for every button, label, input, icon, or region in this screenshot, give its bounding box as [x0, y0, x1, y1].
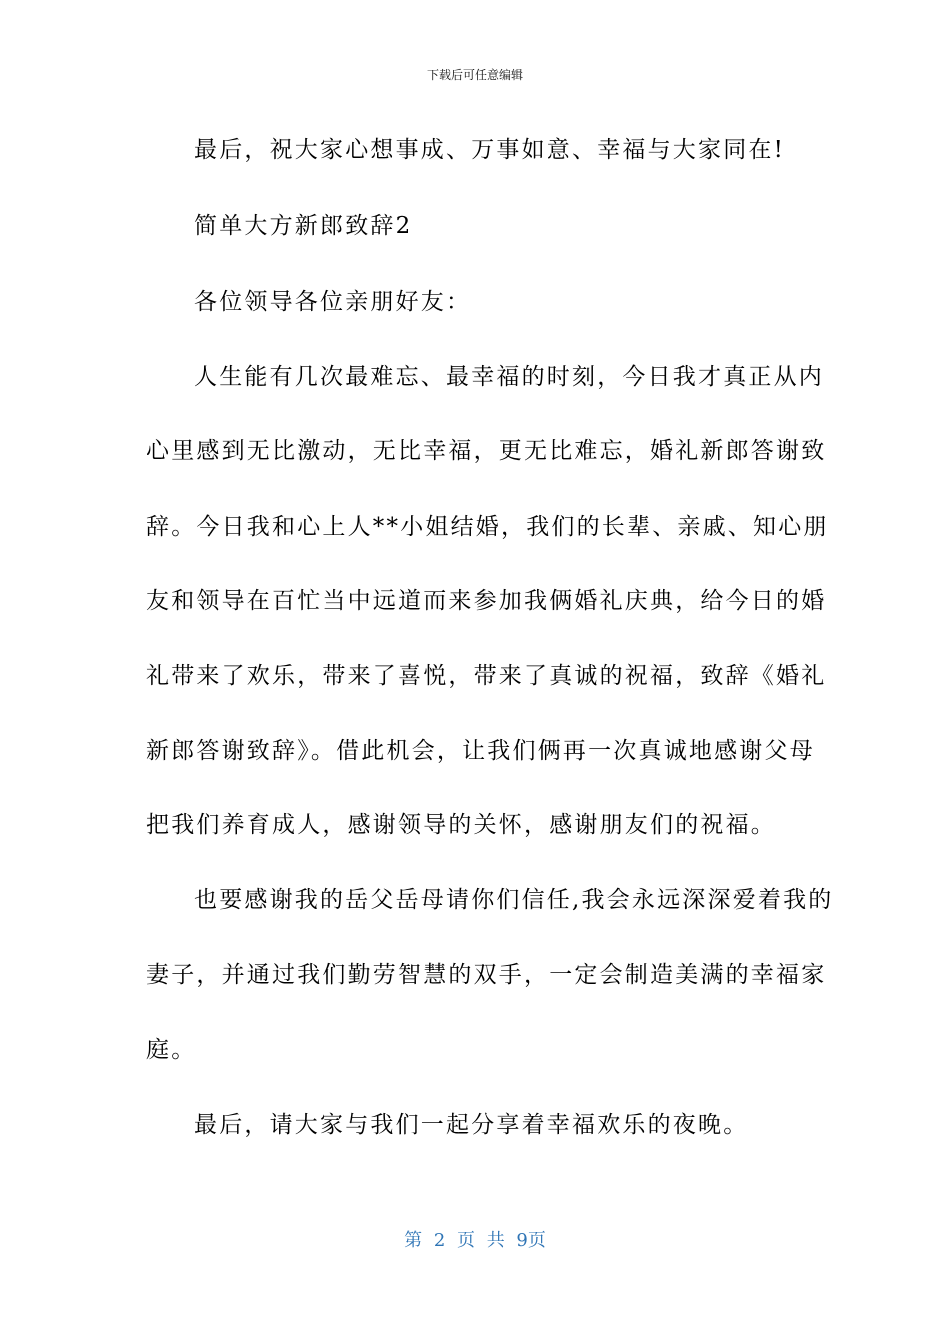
paragraph-line: 友和领导在百忙当中远道而来参加我俩婚礼庆典，给今日的婚	[146, 588, 827, 614]
paragraph-line: 人生能有几次最难忘、最幸福的时刻，今日我才真正从内	[194, 364, 824, 390]
paragraph-line: 最后，请大家与我们一起分享着幸福欢乐的夜晚。	[194, 1112, 749, 1138]
page-header: 下载后可任意编辑	[426, 68, 523, 82]
salutation-line: 各位领导各位亲朋好友：	[194, 289, 472, 315]
section-title: 简单大方新郎致辞2	[194, 213, 413, 239]
paragraph-line: 新郎答谢致辞》。借此机会，让我们俩再一次真诚地感谢父母	[146, 738, 815, 764]
paragraph-line: 妻子，并通过我们勤劳智慧的双手，一定会制造美满的幸福家	[146, 962, 827, 988]
paragraph-line: 庭。	[146, 1037, 197, 1063]
paragraph-line: 礼带来了欢乐，带来了喜悦，带来了真诚的祝福，致辞《婚礼	[146, 663, 827, 689]
paragraph-line: 把我们养育成人，感谢领导的关怀，感谢朋友们的祝福。	[146, 812, 776, 838]
paragraph-line: 也要感谢我的岳父岳母请你们信任,我会永远深深爱着我的	[194, 887, 834, 913]
page-footer: 第 2 页 共 9页	[404, 1230, 546, 1251]
paragraph-line: 最后，祝大家心想事成、万事如意、幸福与大家同在!	[194, 137, 786, 163]
paragraph-line: 辞。今日我和心上人**小姐结婚，我们的长辈、亲戚、知心朋	[146, 514, 829, 540]
paragraph-line: 心里感到无比激动，无比幸福，更无比难忘，婚礼新郎答谢致	[146, 438, 827, 464]
